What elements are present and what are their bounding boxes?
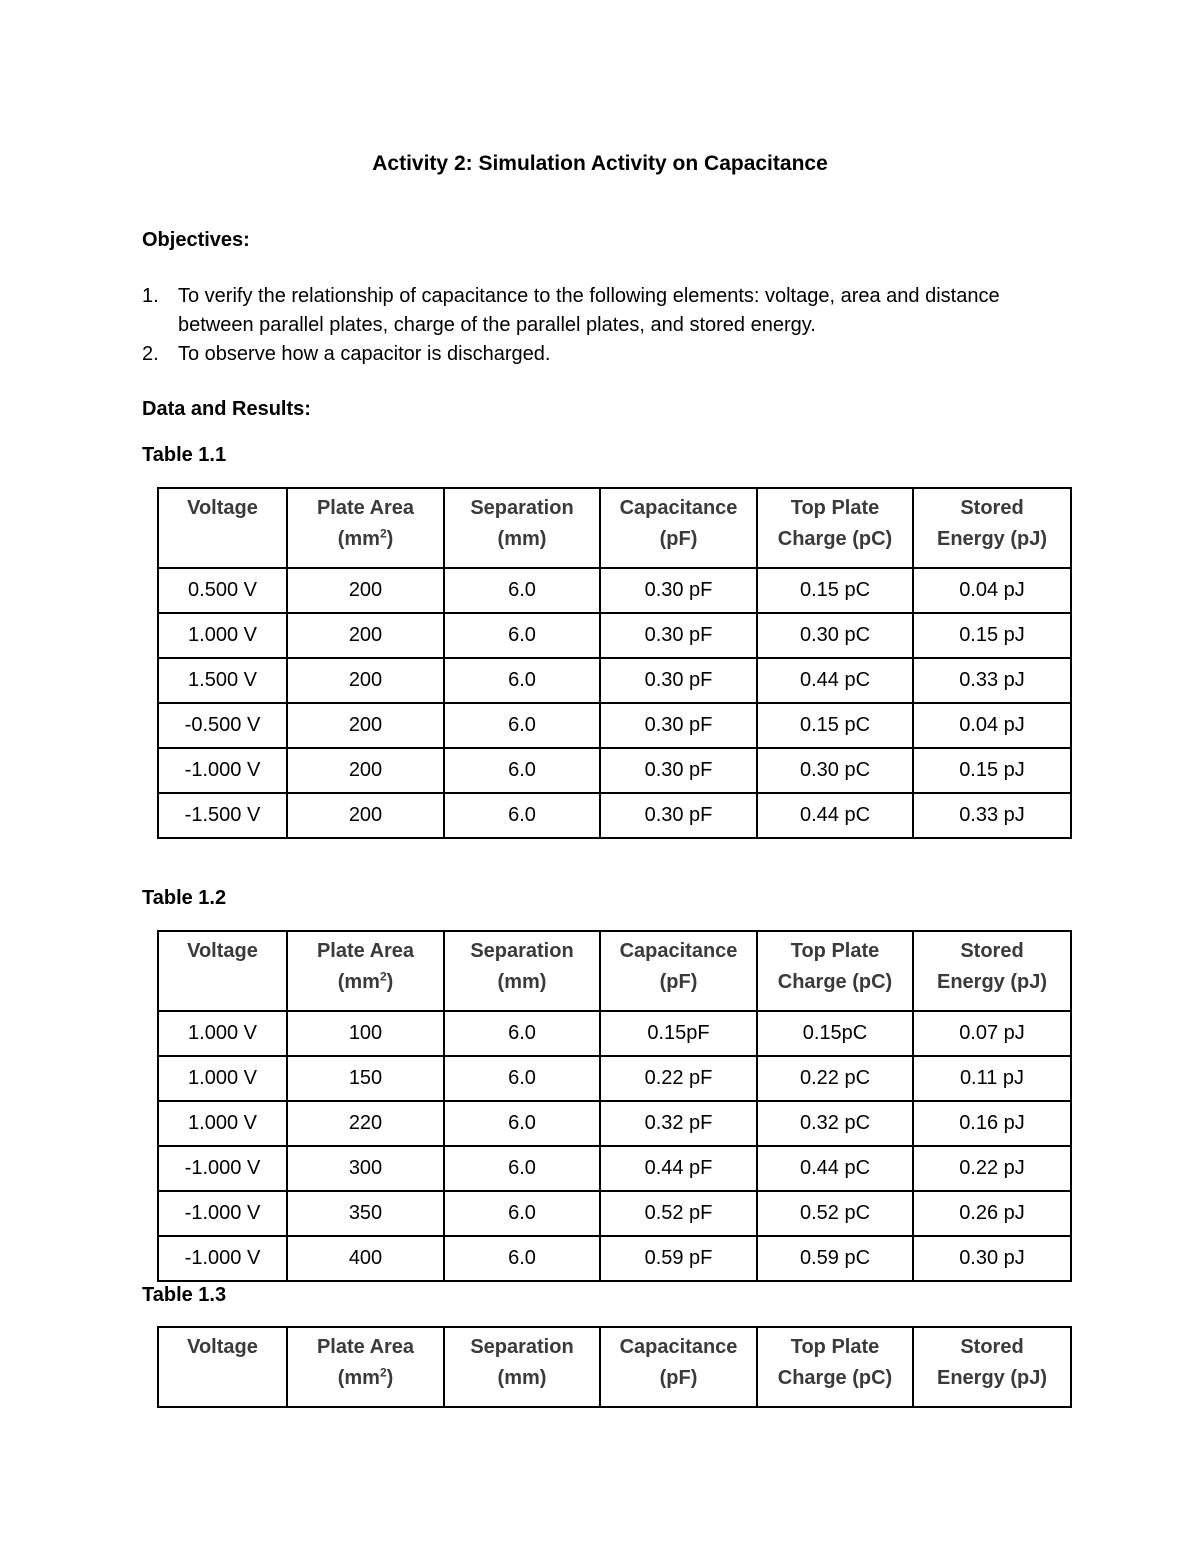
cell-voltage: 1.000 V — [158, 1101, 287, 1146]
cell-plate-area: 200 — [287, 703, 444, 748]
header-line — [445, 1363, 599, 1394]
header-line — [914, 936, 1070, 967]
header-stored-energy — [913, 1327, 1071, 1407]
header-plate-area — [287, 931, 444, 1011]
page-title: Activity 2: Simulation Activity on Capacitance — [372, 152, 828, 175]
cell-capacitance: 0.22 pF — [600, 1056, 757, 1101]
table-row — [158, 1191, 1071, 1236]
header-text: Charge (pC) — [777, 528, 893, 550]
cell-plate-area: 200 — [287, 748, 444, 793]
header-line — [601, 1363, 756, 1394]
header-voltage — [158, 1327, 287, 1407]
header-line — [914, 524, 1070, 555]
header-text: (mm — [337, 971, 380, 993]
header-text: Charge (pC) — [777, 971, 893, 993]
cell-charge: 0.30 pC — [757, 748, 913, 793]
header-text: 2 — [379, 969, 387, 984]
header-line — [288, 493, 443, 524]
cell-energy: 0.07 pJ — [913, 1011, 1071, 1056]
cell-voltage: -1.500 V — [158, 793, 287, 838]
cell-capacitance: 0.30 pF — [600, 568, 757, 613]
table-row — [158, 568, 1071, 613]
cell-charge: 0.44 pC — [757, 793, 913, 838]
table-header-row — [158, 931, 1071, 1011]
cell-plate-area: 200 — [287, 568, 444, 613]
cell-plate-area: 200 — [287, 613, 444, 658]
header-text: Top Plate — [790, 497, 880, 519]
cell-capacitance: 0.30 pF — [600, 748, 757, 793]
header-text: (pF) — [659, 971, 698, 993]
cell-energy: 0.15 pJ — [913, 748, 1071, 793]
cell-voltage: -0.500 V — [158, 703, 287, 748]
cell-energy: 0.04 pJ — [913, 568, 1071, 613]
cell-voltage: -1.000 V — [158, 1236, 287, 1281]
header-line — [445, 967, 599, 998]
cell-separation: 6.0 — [444, 568, 600, 613]
header-line — [601, 524, 756, 555]
cell-separation: 6.0 — [444, 658, 600, 703]
cell-separation: 6.0 — [444, 1056, 600, 1101]
header-top-plate-charge — [757, 488, 913, 568]
header-line — [445, 524, 599, 555]
header-text: Voltage — [187, 940, 258, 962]
table-1-1 — [157, 487, 1072, 839]
header-plate-area — [287, 488, 444, 568]
table-header-row — [158, 488, 1071, 568]
header-line — [758, 1363, 912, 1394]
cell-separation: 6.0 — [444, 1146, 600, 1191]
cell-separation: 6.0 — [444, 1101, 600, 1146]
objective-text: To observe how a capacitor is discharged. — [178, 343, 551, 365]
header-text: Capacitance — [619, 940, 738, 962]
cell-energy: 0.22 pJ — [913, 1146, 1071, 1191]
header-text: Voltage — [187, 1336, 258, 1358]
cell-plate-area: 220 — [287, 1101, 444, 1146]
cell-voltage: -1.000 V — [158, 1146, 287, 1191]
objective-item — [142, 282, 1042, 340]
header-text: Separation — [470, 497, 574, 519]
header-text: (mm) — [497, 1367, 547, 1389]
cell-energy: 0.33 pJ — [913, 793, 1071, 838]
header-text: (mm — [337, 1367, 380, 1389]
header-capacitance — [600, 488, 757, 568]
header-text: ) — [386, 528, 394, 550]
cell-separation: 6.0 — [444, 613, 600, 658]
header-text: Plate Area — [316, 940, 415, 962]
cell-plate-area: 100 — [287, 1011, 444, 1056]
cell-plate-area: 350 — [287, 1191, 444, 1236]
header-line — [445, 493, 599, 524]
cell-energy: 0.26 pJ — [913, 1191, 1071, 1236]
cell-charge: 0.30 pC — [757, 613, 913, 658]
cell-separation: 6.0 — [444, 793, 600, 838]
header-line — [914, 493, 1070, 524]
cell-charge: 0.32 pC — [757, 1101, 913, 1146]
header-line — [758, 967, 912, 998]
table-row — [158, 1056, 1071, 1101]
cell-voltage: 1.000 V — [158, 613, 287, 658]
header-text: ) — [386, 971, 394, 993]
cell-plate-area: 200 — [287, 658, 444, 703]
objective-number: 1. — [142, 285, 159, 307]
cell-voltage: 0.500 V — [158, 568, 287, 613]
header-capacitance — [600, 1327, 757, 1407]
objectives-heading: Objectives: — [142, 229, 250, 251]
table-row — [158, 1101, 1071, 1146]
table-header-row — [158, 1327, 1071, 1407]
header-text: (mm) — [497, 528, 547, 550]
header-text: (mm — [337, 528, 380, 550]
header-text: Capacitance — [619, 497, 738, 519]
header-line — [914, 967, 1070, 998]
cell-energy: 0.15 pJ — [913, 613, 1071, 658]
table-row — [158, 613, 1071, 658]
cell-separation: 6.0 — [444, 1011, 600, 1056]
cell-energy: 0.30 pJ — [913, 1236, 1071, 1281]
table-row — [158, 793, 1071, 838]
cell-separation: 6.0 — [444, 1191, 600, 1236]
table-1-1-label: Table 1.1 — [142, 444, 227, 466]
header-text: Plate Area — [316, 497, 415, 519]
header-stored-energy — [913, 488, 1071, 568]
header-top-plate-charge — [757, 1327, 913, 1407]
header-line — [288, 524, 443, 555]
cell-energy: 0.11 pJ — [913, 1056, 1071, 1101]
cell-plate-area: 300 — [287, 1146, 444, 1191]
header-line — [445, 1332, 599, 1363]
cell-capacitance: 0.30 pF — [600, 613, 757, 658]
header-line — [159, 493, 286, 524]
cell-separation: 6.0 — [444, 748, 600, 793]
objectives-list — [142, 282, 1042, 369]
header-text: Plate Area — [316, 1336, 415, 1358]
table-1-3 — [157, 1326, 1072, 1408]
header-line — [288, 936, 443, 967]
header-separation — [444, 931, 600, 1011]
cell-capacitance: 0.32 pF — [600, 1101, 757, 1146]
cell-voltage: 1.000 V — [158, 1056, 287, 1101]
header-capacitance — [600, 931, 757, 1011]
header-text: ) — [386, 1367, 394, 1389]
header-text: Energy (pJ) — [936, 528, 1048, 550]
table-1-2-label: Table 1.2 — [142, 887, 227, 909]
header-line — [601, 1332, 756, 1363]
header-text: Stored — [960, 1336, 1024, 1358]
header-line — [601, 936, 756, 967]
cell-energy: 0.33 pJ — [913, 658, 1071, 703]
header-separation — [444, 1327, 600, 1407]
cell-voltage: 1.000 V — [158, 1011, 287, 1056]
objective-text: To verify the relationship of capacitance to the following elements: voltage, area and distance between parallel plates, charge of the parallel plates, and stored energy. — [178, 285, 1000, 336]
header-text: Energy (pJ) — [936, 971, 1048, 993]
header-text: (mm) — [497, 971, 547, 993]
header-text: Top Plate — [790, 1336, 880, 1358]
header-stored-energy — [913, 931, 1071, 1011]
header-text: (pF) — [659, 528, 698, 550]
cell-voltage: -1.000 V — [158, 1191, 287, 1236]
header-text: Energy (pJ) — [936, 1367, 1048, 1389]
cell-capacitance: 0.30 pF — [600, 793, 757, 838]
table-row — [158, 1236, 1071, 1281]
cell-charge: 0.15pC — [757, 1011, 913, 1056]
cell-charge: 0.22 pC — [757, 1056, 913, 1101]
cell-capacitance: 0.30 pF — [600, 703, 757, 748]
cell-voltage: -1.000 V — [158, 748, 287, 793]
cell-separation: 6.0 — [444, 1236, 600, 1281]
header-line — [914, 1332, 1070, 1363]
objective-item — [142, 340, 1042, 369]
header-text: Voltage — [187, 497, 258, 519]
header-line — [288, 1332, 443, 1363]
cell-charge: 0.15 pC — [757, 568, 913, 613]
table-1-3-label: Table 1.3 — [142, 1284, 227, 1306]
header-text: Separation — [470, 1336, 574, 1358]
header-text: Capacitance — [619, 1336, 738, 1358]
header-top-plate-charge — [757, 931, 913, 1011]
header-line — [601, 493, 756, 524]
table-row — [158, 703, 1071, 748]
header-line — [758, 493, 912, 524]
cell-capacitance: 0.44 pF — [600, 1146, 757, 1191]
header-text: (pF) — [659, 1367, 698, 1389]
header-text: Top Plate — [790, 940, 880, 962]
cell-capacitance: 0.59 pF — [600, 1236, 757, 1281]
header-separation — [444, 488, 600, 568]
table-row — [158, 1011, 1071, 1056]
data-results-heading: Data and Results: — [142, 398, 311, 420]
header-line — [288, 1363, 443, 1394]
table-row — [158, 1146, 1071, 1191]
cell-charge: 0.44 pC — [757, 1146, 913, 1191]
header-text: Stored — [960, 497, 1024, 519]
header-text: Charge (pC) — [777, 1367, 893, 1389]
cell-energy: 0.16 pJ — [913, 1101, 1071, 1146]
header-line — [288, 967, 443, 998]
header-plate-area — [287, 1327, 444, 1407]
cell-voltage: 1.500 V — [158, 658, 287, 703]
header-text: 2 — [379, 526, 387, 541]
table-row — [158, 658, 1071, 703]
header-line — [914, 1363, 1070, 1394]
header-line — [758, 1332, 912, 1363]
header-line — [601, 967, 756, 998]
header-line — [758, 936, 912, 967]
header-line — [159, 1332, 286, 1363]
header-voltage — [158, 488, 287, 568]
cell-plate-area: 200 — [287, 793, 444, 838]
header-text: Stored — [960, 940, 1024, 962]
cell-plate-area: 150 — [287, 1056, 444, 1101]
cell-charge: 0.59 pC — [757, 1236, 913, 1281]
cell-energy: 0.04 pJ — [913, 703, 1071, 748]
header-voltage — [158, 931, 287, 1011]
cell-charge: 0.15 pC — [757, 703, 913, 748]
cell-charge: 0.44 pC — [757, 658, 913, 703]
header-text: 2 — [379, 1365, 387, 1380]
table-row — [158, 748, 1071, 793]
table-1-2 — [157, 930, 1072, 1282]
objective-number: 2. — [142, 343, 159, 365]
header-line — [445, 936, 599, 967]
cell-capacitance: 0.52 pF — [600, 1191, 757, 1236]
header-line — [159, 936, 286, 967]
header-line — [758, 524, 912, 555]
cell-charge: 0.52 pC — [757, 1191, 913, 1236]
header-text: Separation — [470, 940, 574, 962]
cell-plate-area: 400 — [287, 1236, 444, 1281]
cell-capacitance: 0.15pF — [600, 1011, 757, 1056]
cell-separation: 6.0 — [444, 703, 600, 748]
cell-capacitance: 0.30 pF — [600, 658, 757, 703]
